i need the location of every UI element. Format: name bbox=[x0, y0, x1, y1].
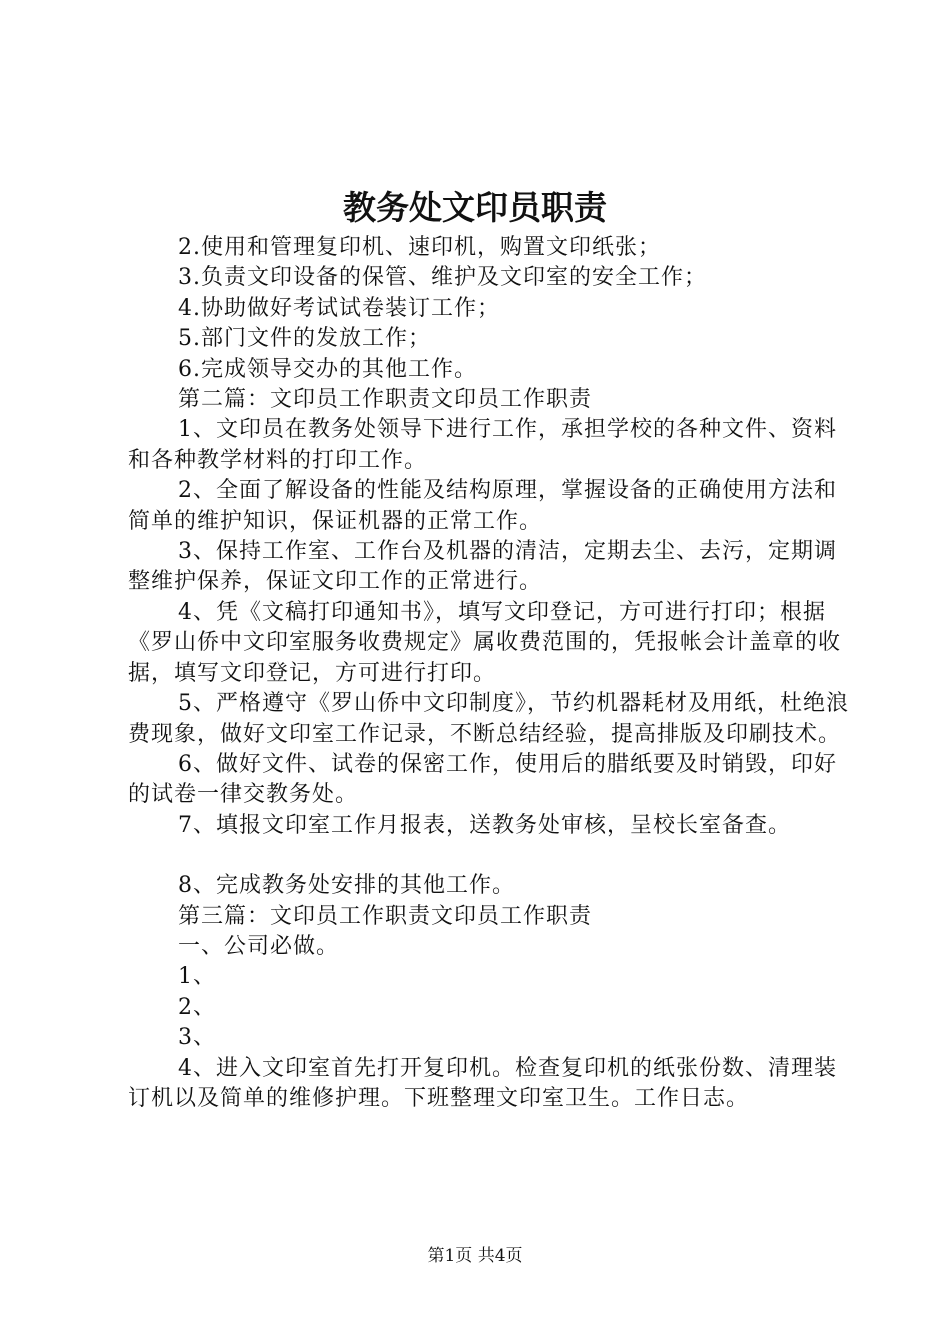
paragraph: 3、保持工作室、工作台及机器的清洁，定期去尘、去污，定期调整维护保养，保证文印工作的正常进行。 bbox=[128, 539, 837, 595]
paragraph: 4、凭《文稿打印通知书》，填写文印登记，方可进行打印；根据《罗山侨中文印室服务收费规定》属收费范围的，凭报帐会计盖章的收据，填写文印登记，方可进行打印。 bbox=[128, 599, 842, 686]
paragraph: 6、做好文件、试卷的保密工作，使用后的腊纸要及时销毁，印好的试卷一律交教务处。 bbox=[128, 751, 837, 808]
paragraph: 6.完成领导交办的其他工作。 bbox=[178, 356, 477, 382]
paragraph: 2、全面了解设备的性能及结构原理，掌握设备的正确使用方法和简单的维护知识，保证机器的正常工作。 bbox=[128, 478, 837, 534]
paragraph: 5、严格遵守《罗山侨中文印制度》，节约机器耗材及用纸，杜绝浪费现象，做好文印室工作记录，不断总结经验，提高排版及印刷技术。 bbox=[128, 691, 849, 747]
paragraph: 5.部门文件的发放工作； bbox=[178, 326, 431, 352]
page-footer: 第1页 共4页 bbox=[427, 1246, 523, 1266]
paragraph: 3、 bbox=[178, 1025, 216, 1051]
paragraph: 7、填报文印室工作月报表，送教务处审核，呈校长室备查。 bbox=[178, 812, 791, 838]
document-body bbox=[128, 233, 853, 1114]
section-heading: 第三篇：文印员工作职责文印员工作职责 bbox=[178, 903, 593, 929]
section-heading: 第二篇：文印员工作职责文印员工作职责 bbox=[178, 387, 593, 413]
paragraph: 1、 bbox=[178, 964, 216, 990]
document-title: 教务处文印员职责 bbox=[343, 188, 607, 227]
paragraph: 2、 bbox=[178, 994, 216, 1020]
paragraph: 一、公司必做。 bbox=[178, 933, 340, 959]
paragraph: 3.负责文印设备的保管、维护及文印室的安全工作； bbox=[178, 265, 707, 291]
paragraph: 4、进入文印室首先打开复印机。检查复印机的纸张份数、清理装订机以及简单的维修护理。下班整理文印室卫生。工作日志。 bbox=[128, 1055, 837, 1111]
paragraph: 8、完成教务处安排的其他工作。 bbox=[178, 873, 515, 899]
paragraph: 1、文印员在教务处领导下进行工作，承担学校的各种文件、资料和各种教学材料的打印工作。 bbox=[128, 417, 837, 473]
paragraph: 2.使用和管理复印机、速印机，购置文印纸张； bbox=[178, 235, 661, 260]
paragraph: 4.协助做好考试试卷装订工作； bbox=[178, 295, 500, 321]
